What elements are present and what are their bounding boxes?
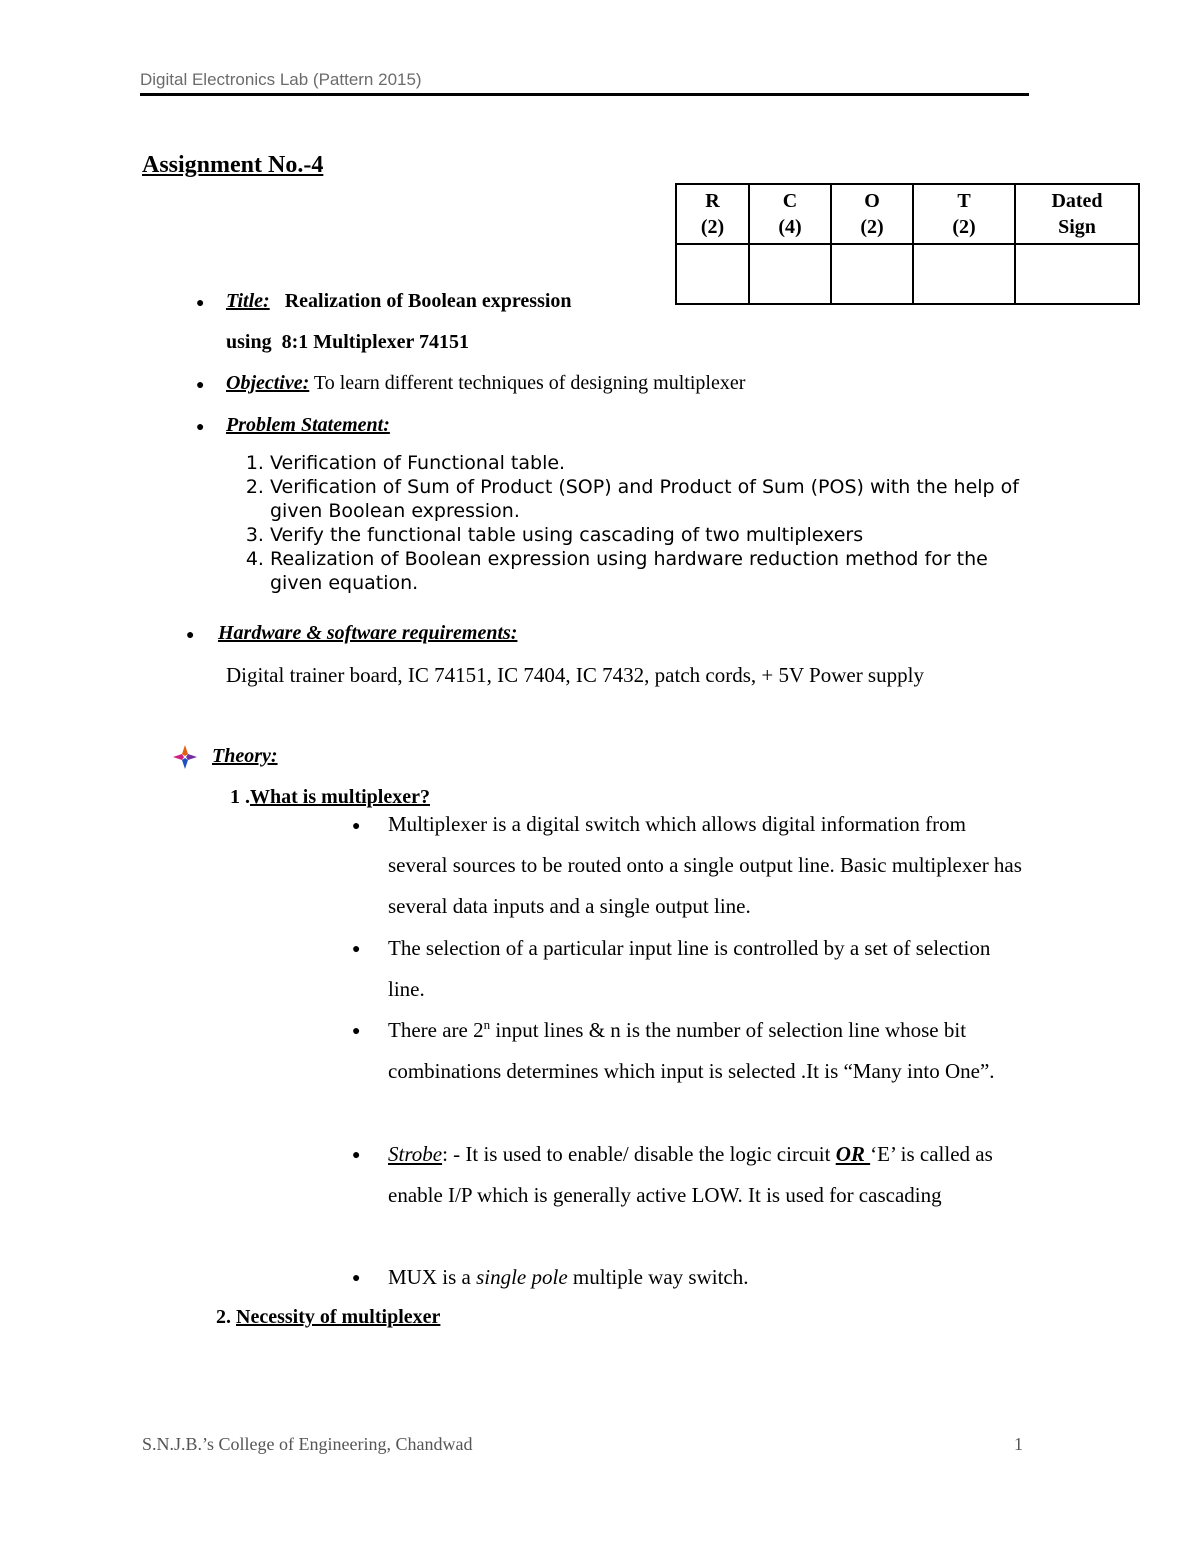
page-number: 1 <box>1014 1434 1023 1454</box>
title-label: Title: <box>226 290 270 312</box>
theory-q1: 1 .What is multiplexer? <box>230 786 430 808</box>
bullet-icon: ● <box>352 1024 361 1039</box>
bullet-icon: ● <box>196 378 205 393</box>
marks-col-dated-sign: Dated Sign <box>1015 184 1139 244</box>
theory-heading: Theory: <box>212 745 278 767</box>
theory-bullet-2: The selection of a particular input line is controlled by a set of selection line. <box>388 936 991 1001</box>
title-line1: Title: Realization of Boolean expression <box>226 290 572 312</box>
bullet-icon: ● <box>352 942 361 957</box>
objective-line <box>226 372 745 395</box>
marks-cell-sign <box>1015 244 1139 304</box>
marks-cell-r <box>676 244 749 304</box>
marks-cell-t <box>913 244 1015 304</box>
marks-col-c: C (4) <box>749 184 831 244</box>
list-item: 1. Verification of Functional table. <box>270 451 1030 475</box>
arrow-cross-icon <box>172 744 198 775</box>
header-rule <box>140 93 1029 96</box>
bullet-icon: ● <box>196 296 205 311</box>
title-line2: using 8:1 Multiplexer 74151 <box>226 331 469 353</box>
theory-bullet-5: MUX is a single pole multiple way switch. <box>388 1265 749 1289</box>
objective-text: To learn different techniques of designing multiplexer <box>309 372 746 394</box>
objective-label: Objective: <box>226 372 310 394</box>
theory-q2: 2. Necessity of multiplexer <box>216 1306 441 1328</box>
theory-bullet-3: There are 2$^n$ input lines & n is the number of selection line whose bit combinations determines which input is selected .It is “Many into One”. <box>388 1017 995 1083</box>
marks-col-o: O (2) <box>831 184 913 244</box>
footer-college: S.N.J.B.’s College of Engineering, Chandwad <box>142 1434 473 1454</box>
problem-statement-heading: Problem Statement: <box>226 414 390 436</box>
list-item: 4. Realization of Boolean expression using hardware reduction method for the given equation. <box>270 547 1030 595</box>
marks-cell-o <box>831 244 913 304</box>
hardware-text: Digital trainer board, IC 74151, IC 7404, IC 7432, patch cords, + 5V Power supply <box>226 663 924 687</box>
bullet-icon: ● <box>352 1148 361 1163</box>
marks-table <box>675 183 1140 305</box>
marks-cell-c <box>749 244 831 304</box>
bullet-icon: ● <box>196 420 205 435</box>
bullet-icon: ● <box>186 628 195 643</box>
theory-bullet-1: Multiplexer is a digital switch which allows digital information from several sources to be routed onto a single output line. Basic multiplexer has several data inputs and a single output line. <box>388 812 1022 918</box>
hardware-heading: Hardware & software requirements: <box>218 622 518 644</box>
list-item: 3. Verify the functional table using cascading of two multiplexers <box>270 523 1030 547</box>
bullet-icon: ● <box>352 819 361 834</box>
running-header: Digital Electronics Lab (Pattern 2015) <box>140 70 422 89</box>
marks-col-t: T (2) <box>913 184 1015 244</box>
marks-col-r: R (2) <box>676 184 749 244</box>
assignment-title: Assignment No.-4 <box>142 152 324 178</box>
problem-statement-list <box>226 451 1030 595</box>
strobe-label: Strobe <box>388 1142 443 1166</box>
theory-bullet-4: Strobe: - It is used to enable/ disable the logic circuit OR ‘E’ is called as enable I/P which is generally active LOW. It is used for cascading <box>388 1142 993 1207</box>
list-item: 2. Verification of Sum of Product (SOP) and Product of Sum (POS) with the help of given Boolean expression. <box>270 475 1030 523</box>
bullet-icon: ● <box>352 1271 361 1286</box>
